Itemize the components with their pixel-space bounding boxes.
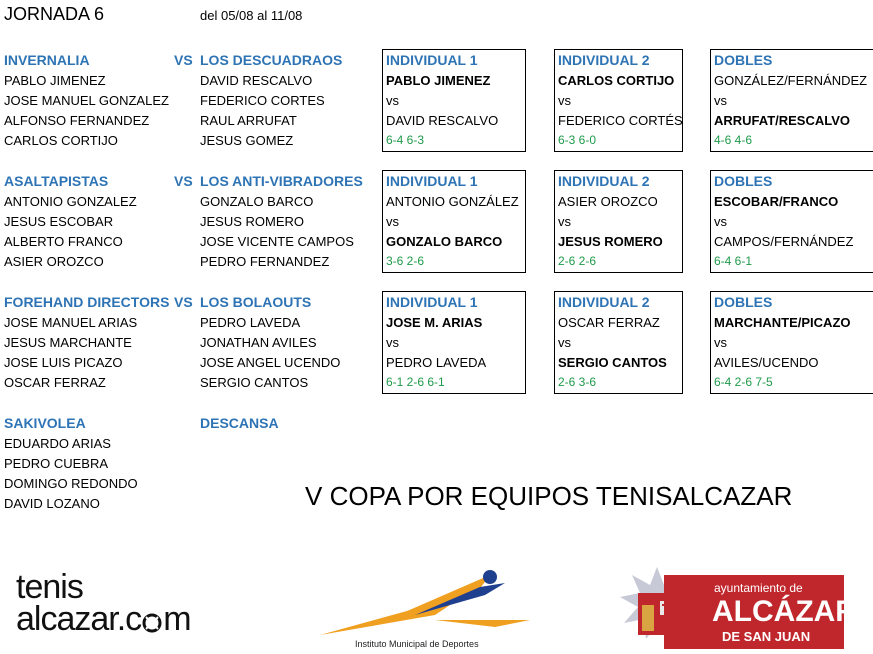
box-player-1: OSCAR FERRAZ [558, 315, 660, 330]
home-team-name: ASALTAPISTAS [4, 173, 109, 189]
box-title: INDIVIDUAL 2 [558, 294, 650, 310]
box-title: INDIVIDUAL 1 [386, 52, 478, 68]
logo-text-line2 [16, 602, 191, 636]
box-score: 3-6 2-6 [386, 254, 425, 268]
vs-label: VS [174, 173, 193, 189]
box-player-2: CAMPOS/FERNÁNDEZ [714, 234, 854, 249]
home-player: CARLOS CORTIJO [4, 133, 118, 148]
vs-label: VS [174, 52, 193, 68]
box-title: INDIVIDUAL 1 [386, 173, 478, 189]
bye-team-name: SAKIVOLEA [4, 415, 86, 431]
box-score: 6-4 6-3 [386, 133, 425, 147]
box-player-1: ANTONIO GONZÁLEZ [386, 194, 519, 209]
box-score: 2-6 2-6 [558, 254, 597, 268]
box-player-1: GONZÁLEZ/FERNÁNDEZ [714, 73, 868, 88]
away-team-name: LOS DESCUADRAOS [200, 52, 343, 68]
box-vs: vs [558, 93, 571, 108]
box-player-2: AVILES/UCENDO [714, 355, 819, 370]
ayto-sub-text: DE SAN JUAN [722, 629, 811, 644]
box-title: INDIVIDUAL 2 [558, 173, 650, 189]
bye-player: PEDRO CUEBRA [4, 456, 109, 471]
logo-text-line2-end: m [163, 600, 191, 638]
away-player: JOSE VICENTE CAMPOS [200, 234, 354, 249]
imd-caption: Instituto Municipal de Deportes [355, 639, 479, 649]
away-player: PEDRO FERNANDEZ [200, 254, 330, 269]
runner-swoosh-icon [315, 565, 535, 639]
box-vs: vs [558, 214, 571, 229]
logo-text-line1: tenis [16, 568, 83, 606]
home-player: ASIER OROZCO [4, 254, 104, 269]
away-player: PEDRO LAVEDA [200, 315, 301, 330]
box-vs: vs [714, 93, 727, 108]
result-box-individual-2 [554, 291, 683, 394]
logo-text-line2-main: alcazar.c [16, 600, 142, 638]
home-player: OSCAR FERRAZ [4, 375, 106, 390]
box-vs: vs [386, 214, 399, 229]
home-player: ALBERTO FRANCO [4, 234, 123, 249]
ayto-big-text: ALCÁZAR [712, 595, 857, 628]
away-team-name: LOS BOLAOUTS [200, 294, 312, 310]
home-player: JESUS ESCOBAR [4, 214, 114, 229]
home-player: JESUS MARCHANTE [4, 335, 132, 350]
box-title: INDIVIDUAL 2 [558, 52, 650, 68]
away-player: FEDERICO CORTES [200, 93, 325, 108]
box-player-2: DAVID RESCALVO [386, 113, 499, 128]
box-player-2: JESUS ROMERO [558, 234, 663, 249]
bye-player: EDUARDO ARIAS [4, 436, 111, 451]
result-box-dobles [710, 170, 873, 273]
box-title: INDIVIDUAL 1 [386, 294, 478, 310]
box-score: 2-6 3-6 [558, 375, 597, 389]
date-range: del 05/08 al 11/08 [200, 8, 303, 23]
home-player: PABLO JIMENEZ [4, 73, 106, 88]
box-player-2: GONZALO BARCO [386, 234, 503, 249]
box-vs: vs [714, 335, 727, 350]
instituto-municipal-deportes-logo [315, 565, 535, 653]
away-player: JONATHAN AVILES [200, 335, 317, 350]
box-player-2: ARRUFAT/RESCALVO [714, 113, 851, 128]
box-player-2: FEDERICO CORTÉS [558, 113, 683, 128]
box-vs: vs [714, 214, 727, 229]
away-player: GONZALO BARCO [200, 194, 314, 209]
box-score: 6-1 2-6 6-1 [386, 375, 445, 389]
ayto-small-text: ayuntamiento de [714, 581, 803, 595]
box-player-1: ESCOBAR/FRANCO [714, 194, 839, 209]
tenisalcazar-logo [16, 570, 256, 640]
box-score: 6-4 6-1 [714, 254, 753, 268]
away-player: SERGIO CANTOS [200, 375, 309, 390]
bye-label: DESCANSA [200, 415, 279, 431]
away-player: DAVID RESCALVO [200, 73, 313, 88]
box-player-1: PABLO JIMENEZ [386, 73, 491, 88]
away-team-name: LOS ANTI-VIBRADORES [200, 173, 363, 189]
box-title: DOBLES [714, 294, 773, 310]
result-box-individual-1 [382, 291, 526, 394]
box-player-1: CARLOS CORTIJO [558, 73, 675, 88]
home-player: JOSE MANUEL ARIAS [4, 315, 138, 330]
away-player: JOSE ANGEL UCENDO [200, 355, 341, 370]
result-box-dobles [710, 291, 873, 394]
box-player-1: MARCHANTE/PICAZO [714, 315, 851, 330]
box-player-2: PEDRO LAVEDA [386, 355, 487, 370]
box-player-1: JOSE M. ARIAS [386, 315, 483, 330]
tournament-title: V COPA POR EQUIPOS TENISALCAZAR [305, 481, 793, 511]
bye-player: DAVID LOZANO [4, 496, 100, 511]
result-box-individual-2 [554, 49, 683, 152]
box-score: 6-4 2-6 7-5 [714, 375, 773, 389]
box-player-1: ASIER OROZCO [558, 194, 658, 209]
result-box-individual-1 [382, 49, 526, 152]
home-player: JOSE MANUEL GONZALEZ [4, 93, 169, 108]
box-player-2: SERGIO CANTOS [558, 355, 667, 370]
box-score: 6-3 6-0 [558, 133, 597, 147]
home-player: ALFONSO FERNANDEZ [4, 113, 150, 128]
home-team-name: FOREHAND DIRECTORS [4, 294, 170, 310]
box-score: 4-6 4-6 [714, 133, 753, 147]
box-vs: vs [386, 93, 399, 108]
box-title: DOBLES [714, 173, 773, 189]
ayuntamiento-alcazar-logo [612, 565, 857, 653]
jornada-title: JORNADA 6 [4, 4, 105, 24]
result-box-individual-2 [554, 170, 683, 273]
away-player: JESUS ROMERO [200, 214, 305, 229]
away-player: JESUS GOMEZ [200, 133, 294, 148]
away-player: RAUL ARRUFAT [200, 113, 297, 128]
home-player: ANTONIO GONZALEZ [4, 194, 137, 209]
result-box-dobles [710, 49, 873, 152]
box-title: DOBLES [714, 52, 773, 68]
box-vs: vs [386, 335, 399, 350]
home-team-name: INVERNALIA [4, 52, 90, 68]
bye-player: DOMINGO REDONDO [4, 476, 138, 491]
box-vs: vs [558, 335, 571, 350]
ayto-red-panel [664, 575, 857, 649]
result-box-individual-1 [382, 170, 526, 273]
home-player: JOSE LUIS PICAZO [4, 355, 123, 370]
vs-label: VS [174, 294, 193, 310]
